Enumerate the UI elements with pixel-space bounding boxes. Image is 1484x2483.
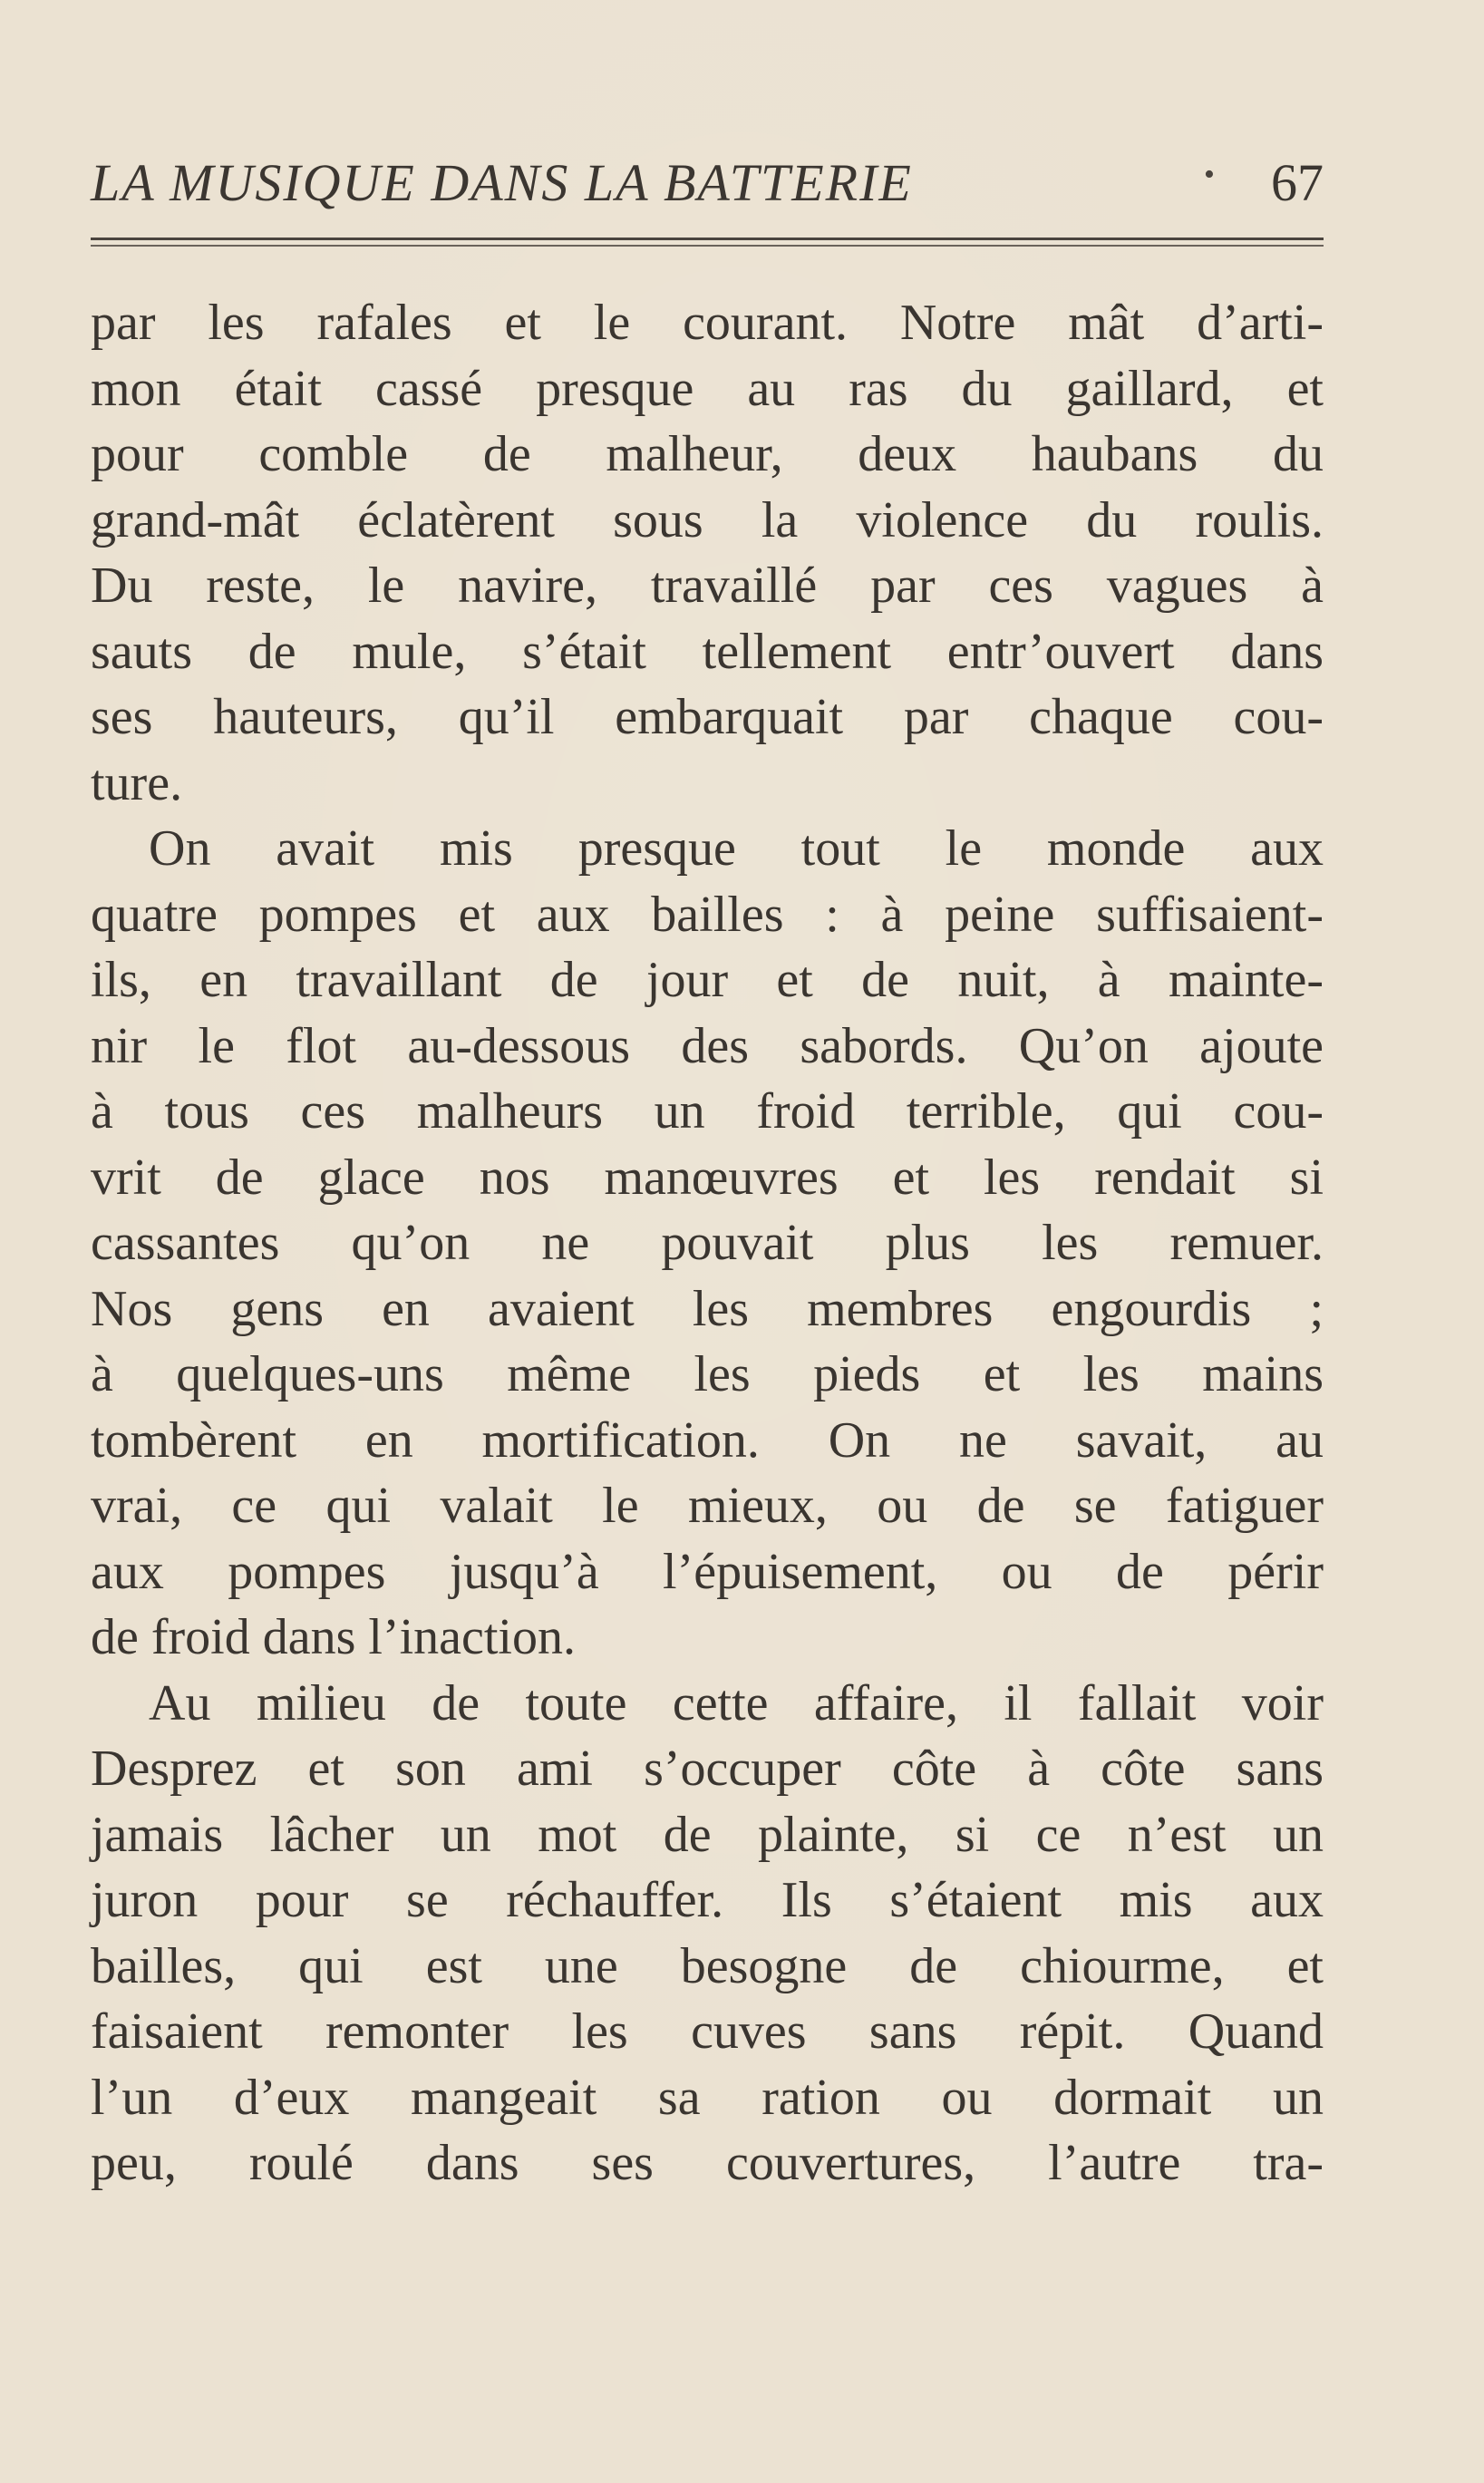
text-line: aux pompes jusqu’à l’épuisement, ou de périr — [91, 1543, 1324, 1600]
text-line: mon était cassé presque au ras du gaillard, et — [91, 360, 1324, 417]
text-line: jamais lâcher un mot de plainte, si ce n’est un — [91, 1806, 1324, 1863]
ornament-mark: • — [1204, 158, 1215, 191]
page-number: 67 — [1271, 153, 1324, 212]
text-line: ture. — [91, 754, 183, 811]
text-line: l’un d’eux mangeait sa ration ou dormait un — [91, 2069, 1324, 2126]
text-line: ses hauteurs, qu’il embarquait par chaque cou- — [91, 689, 1324, 745]
text-line: tombèrent en mortification. On ne savait, au — [91, 1411, 1324, 1469]
text-line: ils, en travaillant de jour et de nuit, à mainte- — [91, 952, 1324, 1008]
text-line: à quelques-uns même les pieds et les mains — [91, 1346, 1324, 1402]
text-line: peu, roulé dans ses couvertures, l’autre tra- — [91, 2135, 1324, 2191]
text-line: cassantes qu’on ne pouvait plus les remuer. — [91, 1215, 1324, 1271]
text-line: de froid dans l’inaction. — [91, 1609, 576, 1665]
text-line: grand-mât éclatèrent sous la violence du roulis. — [91, 491, 1324, 548]
header-rule — [91, 238, 1324, 240]
text-line: à tous ces malheurs un froid terrible, qui cou- — [91, 1083, 1324, 1140]
text-line: faisaient remonter les cuves sans répit. Quand — [91, 2003, 1324, 2060]
running-header — [91, 152, 1324, 216]
text-line: sauts de mule, s’était tellement entr’ouvert dans — [91, 623, 1324, 680]
text-line: Desprez et son ami s’occuper côte à côte sans — [91, 1741, 1324, 1797]
text-line: nir le flot au-dessous des sabords. Qu’on ajoute — [91, 1017, 1324, 1074]
text-line: par les rafales et le courant. Notre mât d’arti- — [91, 295, 1324, 351]
text-line: Du reste, le navire, travaillé par ces vagues à — [91, 558, 1324, 614]
paragraph-start-line: On avait mis presque tout le monde aux — [149, 820, 1324, 877]
body-text — [91, 290, 1324, 2197]
text-line: pour comble de malheur, deux haubans du — [91, 426, 1324, 482]
text-line: bailles, qui est une besogne de chiourme, et — [91, 1937, 1324, 1994]
paragraph-start-line: Au milieu de toute cette affaire, il fallait voir — [149, 1674, 1324, 1731]
running-title: LA MUSIQUE DANS LA BATTERIE — [91, 153, 913, 212]
header-rule-thin — [91, 245, 1324, 247]
text-line: juron pour se réchauffer. Ils s’étaient mis aux — [91, 1872, 1324, 1928]
text-line: vrai, ce qui valait le mieux, ou de se fatiguer — [91, 1478, 1324, 1534]
text-line: Nos gens en avaient les membres engourdis ; — [91, 1280, 1324, 1337]
text-line: quatre pompes et aux bailles : à peine suffisaient- — [91, 886, 1324, 943]
text-line: vrit de glace nos manœuvres et les rendait si — [91, 1149, 1324, 1206]
